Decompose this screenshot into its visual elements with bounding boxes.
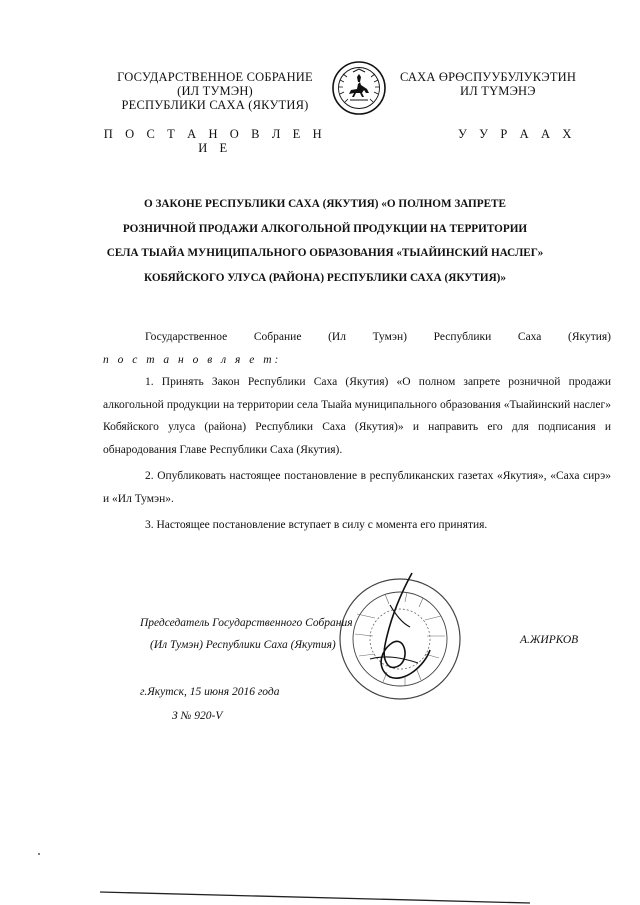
scan-edge-line (100, 890, 530, 904)
intro-word: Собрание (253, 331, 302, 343)
place-date-block (140, 680, 279, 728)
resolves-word: п о с т а н о в л я е т: (103, 353, 282, 366)
document-title (90, 192, 560, 290)
header-left-line1: ГОСУДАРСТВЕННОЕ СОБРАНИЕ (117, 70, 313, 84)
intro-word: Тумэн) (372, 331, 407, 343)
title-line: КОБЯЙСКОГО УЛУСА (РАЙОНА) РЕСПУБЛИКИ САХА (ЯКУТИЯ)» (144, 271, 506, 284)
intro-word: (Ил (328, 331, 346, 343)
signatory-position (140, 612, 353, 656)
intro-word: Государственное (145, 331, 228, 343)
header-right-block (396, 70, 612, 141)
place-date: г.Якутск, 15 июня 2016 года (140, 686, 280, 698)
position-line1: Председатель Государственного Собрания (140, 617, 353, 629)
header-left-line2: (ИЛ ТУМЭН) (177, 84, 253, 98)
header-right-line1: САХА ӨРӨСПУУБУЛУКЭТИН (400, 70, 577, 84)
document-number: З № 920-V (172, 710, 223, 722)
document-body (103, 326, 611, 537)
item-2: 2. Опубликовать настоящее постановление в республиканских газетах «Якутия», «Саха сирэ» и «Ил Тумэн». (103, 470, 611, 505)
signatory-name: А.ЖИРКОВ (520, 634, 579, 646)
intro-word: (Якутия) (568, 331, 611, 343)
title-line: СЕЛА ТЫАЙА МУНИЦИПАЛЬНОГО ОБРАЗОВАНИЯ «ТЫАЙИНСКИЙ НАСЛЕГ» (106, 247, 544, 259)
header-left-line3: РЕСПУБЛИКИ САХА (ЯКУТИЯ) (121, 98, 309, 112)
header-right-line2: ИЛ ТҮМЭНЭ (460, 84, 536, 98)
intro-line (103, 326, 611, 349)
scan-speck (38, 853, 40, 855)
coat-of-arms-yakutia-icon (331, 60, 387, 116)
title-line: РОЗНИЧНОЙ ПРОДАЖИ АЛКОГОЛЬНОЙ ПРОДУКЦИИ НА ТЕРРИТОРИИ (122, 222, 528, 235)
intro-word: Республики (433, 331, 492, 343)
title-line: О ЗАКОНЕ РЕСПУБЛИКИ САХА (ЯКУТИЯ) «О ПОЛНОМ ЗАПРЕТЕ (144, 198, 506, 210)
item-1: 1. Принять Закон Республики Саха (Якутия) «О полном запрете розничной продажи алкогольной продукции на территории села Тыайа муниципального образования «Тыайинский наслег» Кобяйского улуса (района) Республики Саха (Якутия)» и направить его для подписания и обнародования Главе Республики Саха (Якутия). (103, 376, 611, 456)
header-left-doc-type: П О С Т А Н О В Л Е Н И Е (103, 127, 327, 155)
header-right-doc-type: У У Р А А Х (458, 127, 576, 141)
item-3: 3. Настоящее постановление вступает в силу с момента его принятия. (145, 519, 488, 531)
header-left-block (100, 70, 330, 155)
intro-word: Саха (517, 331, 542, 343)
position-line2: (Ил Тумэн) Республики Саха (Якутия) (150, 639, 336, 651)
